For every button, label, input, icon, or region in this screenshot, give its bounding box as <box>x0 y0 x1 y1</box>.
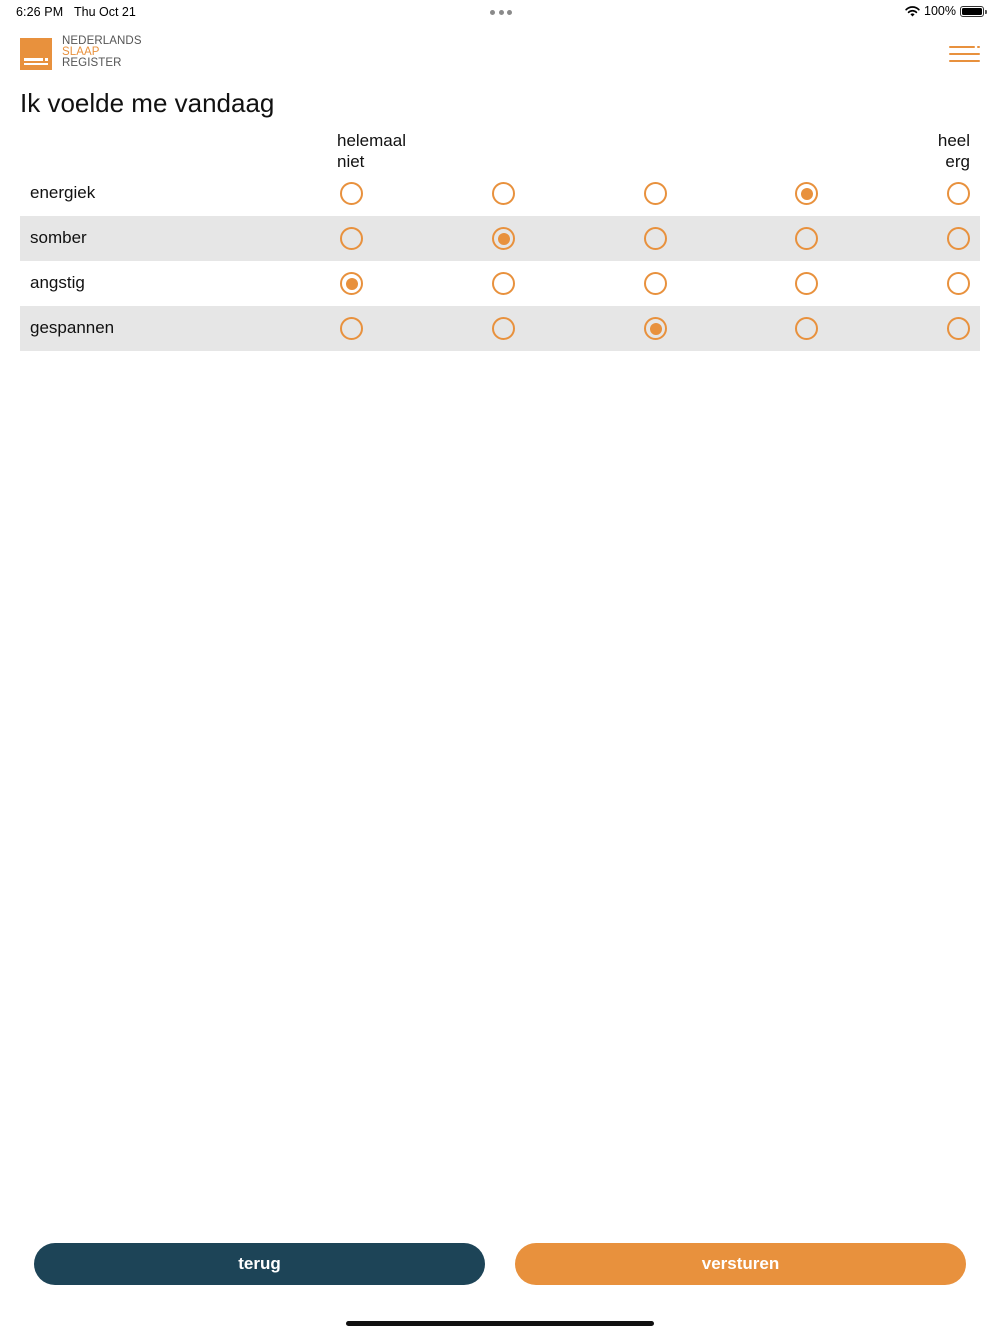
hamburger-menu-icon[interactable] <box>949 46 980 64</box>
radio-option-3[interactable] <box>644 317 667 340</box>
row-label: somber <box>30 228 87 247</box>
rating-row-energiek <box>20 171 980 216</box>
rating-row-gespannen <box>20 306 980 351</box>
radio-option-3[interactable] <box>644 182 667 205</box>
radio-option-1[interactable] <box>340 272 363 295</box>
scale-high-line-2: erg <box>945 152 970 171</box>
radio-option-4[interactable] <box>795 182 818 205</box>
radio-option-1[interactable] <box>340 182 363 205</box>
radio-option-2[interactable] <box>492 182 515 205</box>
radio-option-2[interactable] <box>492 272 515 295</box>
radio-option-3[interactable] <box>644 227 667 250</box>
battery-percentage: 100% <box>924 4 956 18</box>
radio-option-3[interactable] <box>644 272 667 295</box>
radio-option-5[interactable] <box>947 227 970 250</box>
status-right <box>905 4 986 18</box>
radio-option-2[interactable] <box>492 227 515 250</box>
logo-line-1: NEDERLANDS <box>62 35 142 47</box>
rating-row-angstig <box>20 261 980 306</box>
home-indicator[interactable] <box>346 1321 654 1326</box>
app-header <box>0 30 1000 80</box>
logo-icon <box>20 38 52 70</box>
scale-low-label <box>337 130 427 172</box>
radio-option-5[interactable] <box>947 272 970 295</box>
back-button[interactable]: terug <box>34 1243 485 1285</box>
logo-line-2: SLAAP <box>62 46 100 58</box>
radio-option-5[interactable] <box>947 317 970 340</box>
rating-row-somber <box>20 216 980 261</box>
radio-option-2[interactable] <box>492 317 515 340</box>
radio-option-1[interactable] <box>340 227 363 250</box>
multitasking-dots-icon[interactable] <box>490 10 512 15</box>
rating-table <box>20 171 980 351</box>
radio-option-4[interactable] <box>795 272 818 295</box>
status-date: Thu Oct 21 <box>74 5 136 19</box>
status-bar <box>0 0 1000 24</box>
status-time: 6:26 PM <box>16 5 64 19</box>
scale-high-line-1: heel <box>937 131 970 150</box>
radio-option-1[interactable] <box>340 317 363 340</box>
radio-option-4[interactable] <box>795 227 818 250</box>
scale-low-line-1: helemaal <box>337 131 406 150</box>
logo-text <box>62 36 142 69</box>
row-label: gespannen <box>30 318 115 337</box>
row-label: angstig <box>30 273 85 292</box>
battery-icon <box>960 6 984 17</box>
logo-line-3: REGISTER <box>62 57 122 69</box>
row-label: energiek <box>30 183 96 202</box>
radio-option-4[interactable] <box>795 317 818 340</box>
send-button[interactable]: versturen <box>515 1243 966 1285</box>
scale-low-line-2: niet <box>337 152 365 171</box>
wifi-icon <box>905 5 920 17</box>
radio-option-5[interactable] <box>947 182 970 205</box>
scale-high-label <box>910 130 970 172</box>
page-title: Ik voelde me vandaag <box>20 88 275 118</box>
